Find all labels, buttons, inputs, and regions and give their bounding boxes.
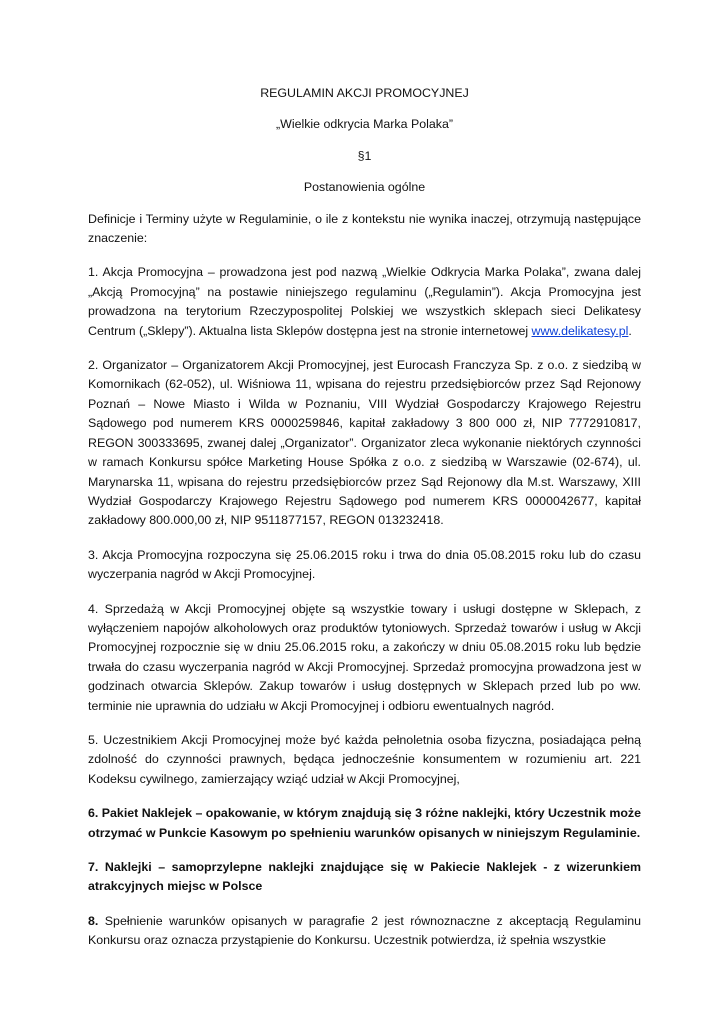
section-number: §1 <box>357 148 372 163</box>
paragraph-5: 5. Uczestnikiem Akcji Promocyjnej może być każda pełnoletnia osoba fizyczna, posiadająca pełną zdolność do czynności prawnych, będąca jednocześnie konsumentem w rozumieniu art. 221 Kodeksu cywilnego, zamierzający wziąć udział w Akcji Promocyjnej, <box>88 732 641 786</box>
paragraph-1-end: . <box>628 323 632 338</box>
section-title: Postanowienia ogólne <box>303 180 426 195</box>
paragraph-6: 6. Pakiet Naklejek – opakowanie, w którym znajdują się 3 różne naklejki, który Uczestnik może otrzymać w Punkcie Kasowym po spełnieniu warunków opisanych w niniejszym Regulaminie. <box>88 806 641 840</box>
paragraph-3: 3. Akcja Promocyjna rozpoczyna się 25.06.2015 roku i trwa do dnia 05.08.2015 roku lub do czasu wyczerpania nagród w Akcji Promocyjnej. <box>88 547 641 582</box>
paragraph-8-number: 8. <box>88 913 99 928</box>
document-title: REGULAMIN AKCJI PROMOCYJNEJ <box>260 86 469 100</box>
paragraph-8-text: Spełnienie warunków opisanych w paragrafie 2 jest równoznaczne z akceptacją Regulaminu Konkursu oraz oznacza przystąpienie do Konkursu. Uczestnik potwierdza, iż spełnia wszystkie <box>88 913 641 948</box>
paragraph-7: 7. Naklejki – samoprzylepne naklejki znajdujące się w Pakiecie Naklejek - z wizerunkiem atrakcyjnych miejsc w Polsce <box>88 860 641 894</box>
delikatesy-link[interactable]: www.delikatesy.pl <box>531 323 629 338</box>
paragraph-2: 2. Organizator – Organizatorem Akcji Promocyjnej, jest Eurocash Franczyza Sp. z o.o. z siedzibą w Komornikach (62-052), ul. Wiśniowa 11, wpisana do rejestru przedsiębiorców przez Sąd Rejonowy Poznań – Nowe Miasto i Wilda w Poznaniu, VIII Wydział Gospodarczy Krajowego Rejestru Sądowego pod numerem KRS 0000259846, kapitał zakładowy 3 800 000 zł, NIP 7772910817, REGON 300333695, zwanej dalej „Organizator”. Organizator zleca wykonanie niektórych czynności w ramach Konkursu spółce Marketing House Spółka z o.o. z siedzibą w Warszawie (02-674), ul. Marynarska 11, wpisana do rejestru przedsiębiorców przez Sąd Rejonowy dla M.st. Warszawy, XIII Wydział Gospodarczy Krajowego Rejestru Sądowego pod numerem KRS 0000042677, kapitał zakładowy 800.000,00 zł, NIP 9511877157, REGON 013232418. <box>88 358 641 528</box>
document-subtitle: „Wielkie odkrycia Marka Polaka” <box>276 117 453 132</box>
paragraph-1 <box>88 263 641 341</box>
document-page <box>88 84 641 966</box>
paragraph-8 <box>88 912 641 951</box>
paragraph-4: 4. Sprzedażą w Akcji Promocyjnej objęte są wszystkie towary i usługi dostępne w Sklepach, z wyłączeniem napojów alkoholowych oraz produktów tytoniowych. Sprzedaż towarów i usług w Akcji Promocyjnej rozpocznie się w dniu 25.06.2015 roku, a zakończy w dniu 05.08.2015 roku lub będzie trwała do czasu wyczerpania nagród w Akcji Promocyjnej. Sprzedaż promocyjna prowadzona jest w godzinach otwarcia Sklepów. Zakup towarów i usług dostępnych w Sklepach przed lub po ww. terminie nie uprawnia do udziału w Akcji Promocyjnej i odbioru ewentualnych nagród. <box>88 601 641 713</box>
intro-paragraph: Definicje i Terminy użyte w Regulaminie, o ile z kontekstu nie wynika inaczej, otrzymują następujące znaczenie: <box>88 211 641 246</box>
paragraph-1-text: 1. Akcja Promocyjna – prowadzona jest pod nazwą „Wielkie Odkrycia Marka Polaka”, zwana dalej „Akcją Promocyjną” na postawie niniejszego regulaminu („Regulamin”). Akcja Promocyjna jest prowadzona na terytorium Rzeczypospolitej Polskiej we wszystkich sklepach sieci Delikatesy Centrum („Sklepy”). Aktualna lista Sklepów dostępna jest na stronie internetowej <box>88 265 641 338</box>
